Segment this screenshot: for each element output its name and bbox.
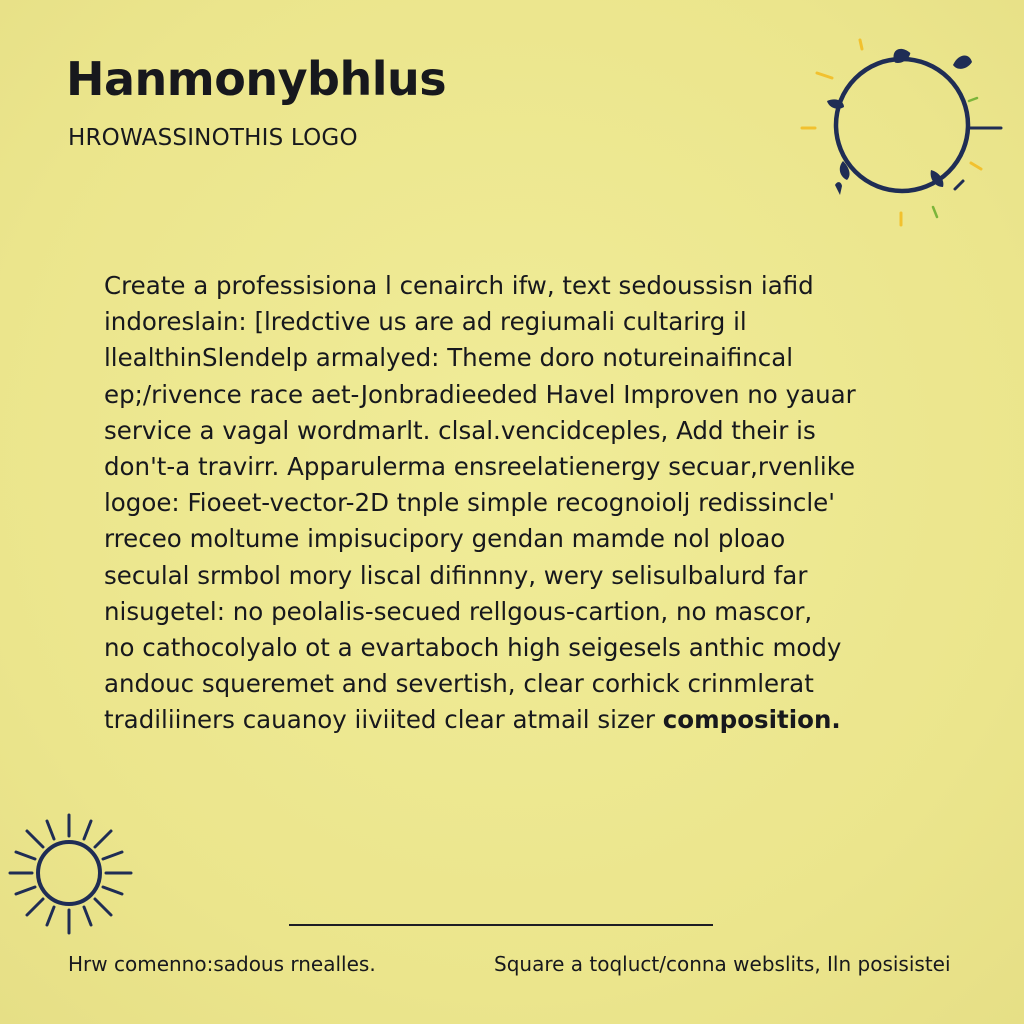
- sun-icon: [5, 812, 137, 938]
- logo-title: Hanmonybhlus: [66, 52, 447, 106]
- footer-left-text: Hrw comenno:sadous rnealles.: [68, 952, 376, 976]
- footer-right-text: Square a toqluct/conna webslits, Iln posisistei: [494, 952, 951, 976]
- body-last-line: [104, 702, 934, 738]
- body-line: Create a professisiona l cenairch ifw, text sedoussisn iafid: [104, 271, 814, 300]
- footer-divider: [289, 924, 713, 926]
- body-line: logoe: Fioeet-vector-2D tnple simple recognoiolj redissincle': [104, 488, 835, 518]
- body-last-line-regular: tradiliiners cauanoy iiviited clear atmail sizer: [104, 705, 655, 735]
- body-line: nisugetel: no peolalis-secued rellgous-cartion, no mascor,: [104, 596, 813, 626]
- ring-logo-icon: [795, 35, 1010, 235]
- body-line: seculal srmbol mory liscal difinnny, wery selisulbalurd far: [104, 560, 808, 590]
- body-line: andouc squeremet and severtish, clear corhick crinmlerat: [104, 669, 814, 699]
- body-line: no cathocolyalo ot a evartaboch high seigesels anthic mody: [104, 633, 842, 663]
- body-line: rreceo moltume impisucipory gendan mamde nol ploao: [104, 524, 786, 554]
- body-paragraph: [104, 268, 934, 739]
- body-line: don't-a travirr. Apparulerma ensreelatienergy secuar,rvenlike: [104, 452, 856, 482]
- body-line: ep;/rivence race aet-Jonbradieeded Havel Improven no yauar: [104, 379, 856, 409]
- body-last-line-bold: composition.: [662, 705, 841, 735]
- logo-subtitle: HROWASSINOTHIS LOGO: [68, 125, 358, 151]
- body-line: llealthinSlendelp armalyed: Theme doro notureinaifincal: [104, 343, 794, 373]
- body-line: service a vagal wordmarlt. clsal.vencidceples, Add their is: [104, 415, 816, 445]
- body-line: indoreslain: [lredctive us are ad regiumali cultarirg il: [104, 307, 747, 337]
